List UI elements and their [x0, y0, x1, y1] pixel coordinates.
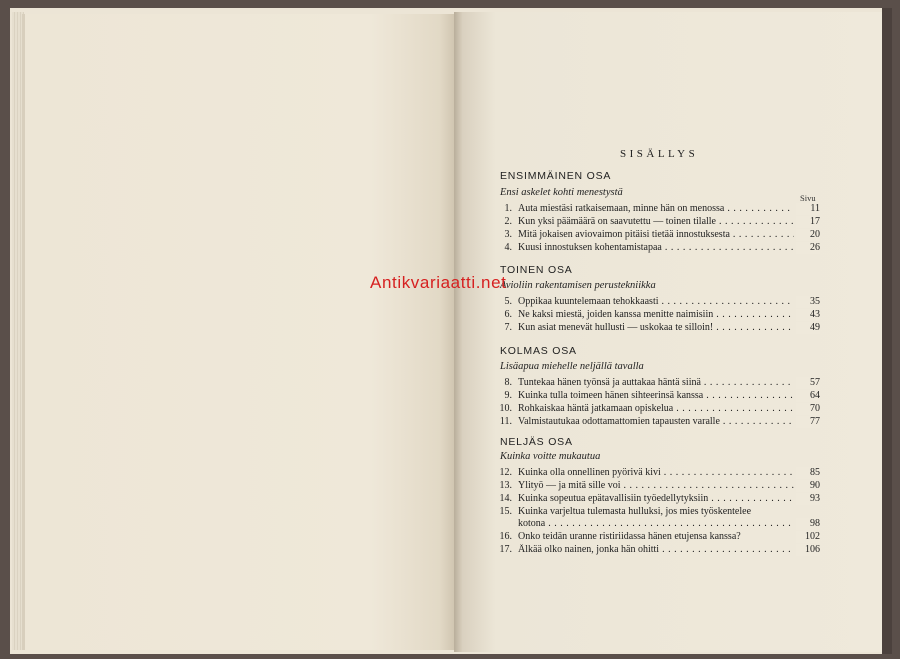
entry-page: 93 [796, 493, 820, 505]
toc-entry[interactable] [498, 506, 820, 518]
entry-title: Älkää olko nainen, jonka hän ohitti . . . [518, 544, 794, 556]
entry-title: Rohkaiskaa häntä jatkamaan opiskelua . . . [518, 403, 794, 415]
entry-title: Ne kaksi miestä, joiden kanssa menitte naimisiin . . . [518, 309, 794, 321]
toc-entry[interactable] [498, 203, 820, 215]
entry-number: 6. [504, 309, 512, 320]
entry-page: 35 [796, 296, 820, 308]
part-subtitle: Lisäapua miehelle neljällä tavalla [500, 361, 644, 372]
toc-entry[interactable] [498, 322, 820, 334]
entry-number: 11. [499, 416, 512, 427]
toc-entry[interactable] [498, 296, 820, 308]
entry-page: 70 [796, 403, 820, 415]
entry-page: 26 [796, 242, 820, 254]
entry-title: Kuinka sopeutua epätavallisiin työedellytyksiin . . . [518, 493, 794, 505]
toc-entry[interactable] [498, 377, 820, 389]
entry-number: 3. [504, 229, 512, 240]
entry-page: 11 [796, 203, 820, 215]
part-subtitle: Ensi askelet kohti menestystä [500, 187, 623, 198]
entry-number: 14. [499, 493, 512, 504]
part-subtitle: Kuinka voitte mukautua [500, 451, 601, 462]
entry-page: 102 [796, 531, 820, 543]
entry-number: 4. [504, 242, 512, 253]
entry-page: 85 [796, 467, 820, 479]
toc-entry[interactable] [498, 229, 820, 241]
entry-page: 43 [796, 309, 820, 321]
part-subtitle: Avioliin rakentamisen perustekniikka [500, 280, 656, 291]
toc-title: SISÄLLYS [620, 148, 699, 160]
left-page [22, 14, 457, 650]
entry-page: 20 [796, 229, 820, 241]
part-heading: ENSIMMÄINEN OSA [500, 170, 612, 182]
entry-page: 90 [796, 480, 820, 492]
toc-entry-continuation[interactable] [498, 518, 820, 530]
entry-page: 106 [796, 544, 820, 556]
entry-title: Mitä jokaisen aviovaimon pitäisi tietää innostuksesta . . . [518, 229, 794, 241]
toc-entry[interactable] [498, 216, 820, 228]
entry-title: Kuusi innostuksen kohentamistapaa . . . [518, 242, 794, 254]
entry-title: Oppikaa kuuntelemaan tehokkaasti . . . [518, 296, 794, 308]
entry-number: 16. [499, 531, 512, 542]
entry-number: 7. [504, 322, 512, 333]
entry-page: 49 [796, 322, 820, 334]
entry-page: 77 [796, 416, 820, 428]
entry-number: 12. [499, 467, 512, 478]
toc-entry[interactable] [498, 390, 820, 402]
entry-title: Kuinka olla onnellinen pyörivä kivi . . . [518, 467, 794, 479]
entry-number: 2. [504, 216, 512, 227]
entry-number: 13. [499, 480, 512, 491]
entry-title: Kuinka varjeltua tulemasta hulluksi, jos mies työskentelee [518, 506, 752, 517]
toc-entry[interactable] [498, 467, 820, 479]
entry-title: Ylityö — ja mitä sille voi . . . [518, 480, 794, 492]
page-column-label: Sivu [800, 193, 816, 203]
toc-entry[interactable] [498, 242, 820, 254]
entry-number: 10. [499, 403, 512, 414]
entry-number: 1. [504, 203, 512, 214]
book-gutter [454, 12, 462, 652]
toc-entry[interactable] [498, 493, 820, 505]
toc-entry[interactable] [498, 480, 820, 492]
entry-number: 5. [504, 296, 512, 307]
entry-page: 57 [796, 377, 820, 389]
part-heading: TOINEN OSA [500, 264, 573, 276]
entry-title: Onko teidän uranne ristiriidassa hänen etujensa kanssa? [518, 531, 741, 542]
entry-title: Auta miestäsi ratkaisemaan, minne hän on menossa . . . [518, 203, 794, 215]
entry-number: 15. [499, 506, 512, 517]
entry-title: Valmistautukaa odottamattomien tapausten varalle . . . [518, 416, 794, 428]
entry-title: Kun yksi päämäärä on saavutettu — toinen tilalle . . . [518, 216, 794, 228]
part-heading: NELJÄS OSA [500, 436, 573, 448]
toc-entry[interactable] [498, 544, 820, 556]
part-heading: KOLMAS OSA [500, 345, 577, 357]
entry-number: 9. [504, 390, 512, 401]
entry-page: 64 [796, 390, 820, 402]
cover-edge [882, 8, 892, 654]
toc-entry[interactable] [498, 403, 820, 415]
entry-page: 17 [796, 216, 820, 228]
entry-title: kotona . . . [518, 518, 794, 530]
entry-title: Kuinka tulla toimeen hänen sihteerinsä kanssa . . . [518, 390, 794, 402]
toc-entry[interactable] [498, 309, 820, 321]
entry-number: 17. [499, 544, 512, 555]
watermark: Antikvariaatti.net [370, 273, 507, 292]
entry-title: Tuntekaa hänen työnsä ja auttakaa häntä siinä . . . [518, 377, 794, 389]
entry-page: 98 [796, 518, 820, 530]
toc-entry[interactable] [498, 416, 820, 428]
entry-title: Kun asiat menevät hullusti — uskokaa te silloin! . . . [518, 322, 794, 334]
toc-entry[interactable] [498, 531, 820, 543]
entry-number: 8. [504, 377, 512, 388]
